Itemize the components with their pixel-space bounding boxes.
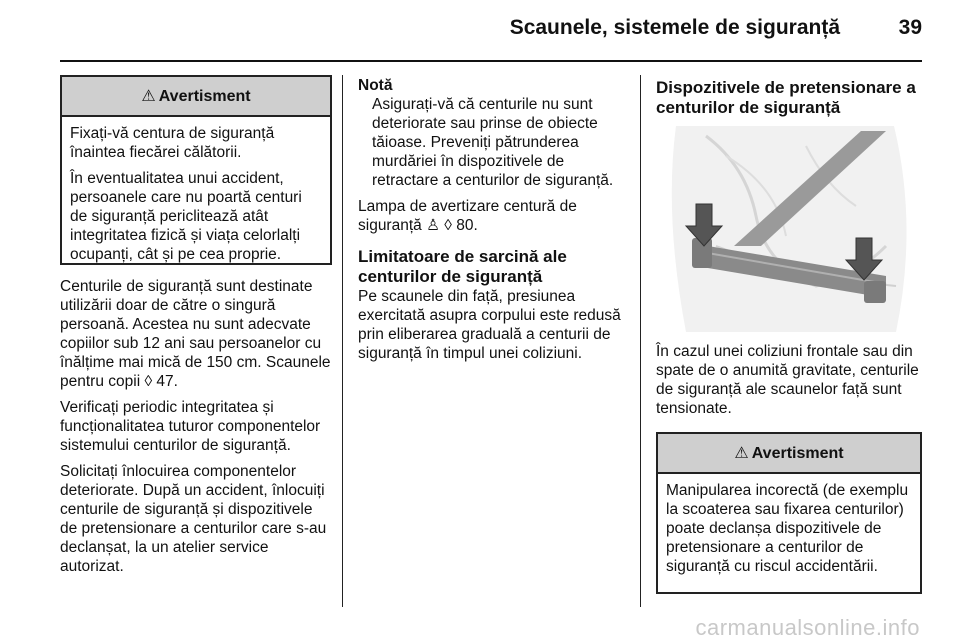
lamp-text: Lampa de avertizare centură de siguranță <box>358 198 577 234</box>
warning-text: În eventualitatea unui accident, persoanele care nu poartă centuri de siguranță periclitează atât integritatea fizică și viața celorlalți ocupanți, cât și pe cea proprie. <box>70 170 302 263</box>
column-divider <box>342 75 343 607</box>
note-text: Asigurați-vă că centurile nu sunt deteriorate sau prinse de obiecte tăioase. Preveniți pătrunderea murdăriei în dispozitivele de retractare a centurilor de siguranță. <box>372 96 614 189</box>
warning-triangle-icon: ⚠ <box>734 444 749 462</box>
column-middle <box>358 76 630 363</box>
page-title: Scaunele, sistemele de siguranță <box>509 16 840 39</box>
paragraph: Centurile de siguranță sunt destinate utilizării doar de către o singură persoană. Acestea nu sunt adecvate copiilor sub 12 ani sau persoanelor cu înălțime mai mică de 150 cm. Scaunele pentru copii ◊ 47. <box>60 278 331 390</box>
header-divider <box>60 60 922 62</box>
warning-triangle-icon: ⚠ <box>141 87 156 105</box>
note-title: Notă <box>358 77 393 94</box>
paragraph: Pe scaunele din față, presiunea exercitată asupra corpului este redusă prin eliberarea graduală a centurii de siguranță în timpul unei coliziuni. <box>358 288 621 362</box>
warning-box <box>656 432 922 594</box>
lamp-paragraph <box>358 197 630 235</box>
paragraph: Solicitați înlocuirea componentelor deteriorate. După un accident, înlocuiți centurile de siguranță și dispozitivele de pretensionare a centurilor care s-au declanșat, la un atelier service autorizat. <box>60 463 327 575</box>
watermark: carmanualsonline.info <box>695 615 920 640</box>
column-right <box>656 78 922 594</box>
page-number: 39 <box>898 16 922 39</box>
warning-box <box>60 75 332 265</box>
section-heading: Dispozitivele de pretensionare a centurilor de siguranță <box>656 78 916 117</box>
warning-text: Manipularea incorectă (de exemplu la scoaterea sau fixarea centurilor) poate declanșa dispozitivele de pretensionare a centurilor de siguranță cu riscul accidentării. <box>666 482 909 575</box>
section-heading: Limitatoare de sarcină ale centurilor de siguranță <box>358 247 567 286</box>
paragraph: Verificați periodic integritatea și funcționalitatea tuturor componentelor sistemului centurilor de siguranță. <box>60 399 321 454</box>
warning-body <box>658 474 920 587</box>
seatbelt-pretensioner-photo <box>656 126 918 332</box>
column-divider <box>640 75 641 607</box>
seatbelt-warning-icon: ♙ <box>426 217 440 234</box>
warning-title: Avertisment <box>158 87 251 105</box>
warning-header <box>658 434 920 474</box>
page-reference-link[interactable]: ◊ 80. <box>444 217 478 234</box>
column-left <box>60 75 332 583</box>
warning-body <box>62 117 330 275</box>
body-text <box>60 277 332 576</box>
warning-text: Fixați-vă centura de siguranță înaintea fiecărei călătorii. <box>70 125 275 161</box>
warning-header <box>62 77 330 117</box>
warning-title: Avertisment <box>751 444 844 462</box>
paragraph: În cazul unei coliziuni frontale sau din spate de o anumită gravitate, centurile de siguranță ale scaunelor față sunt tensionate. <box>656 343 919 417</box>
